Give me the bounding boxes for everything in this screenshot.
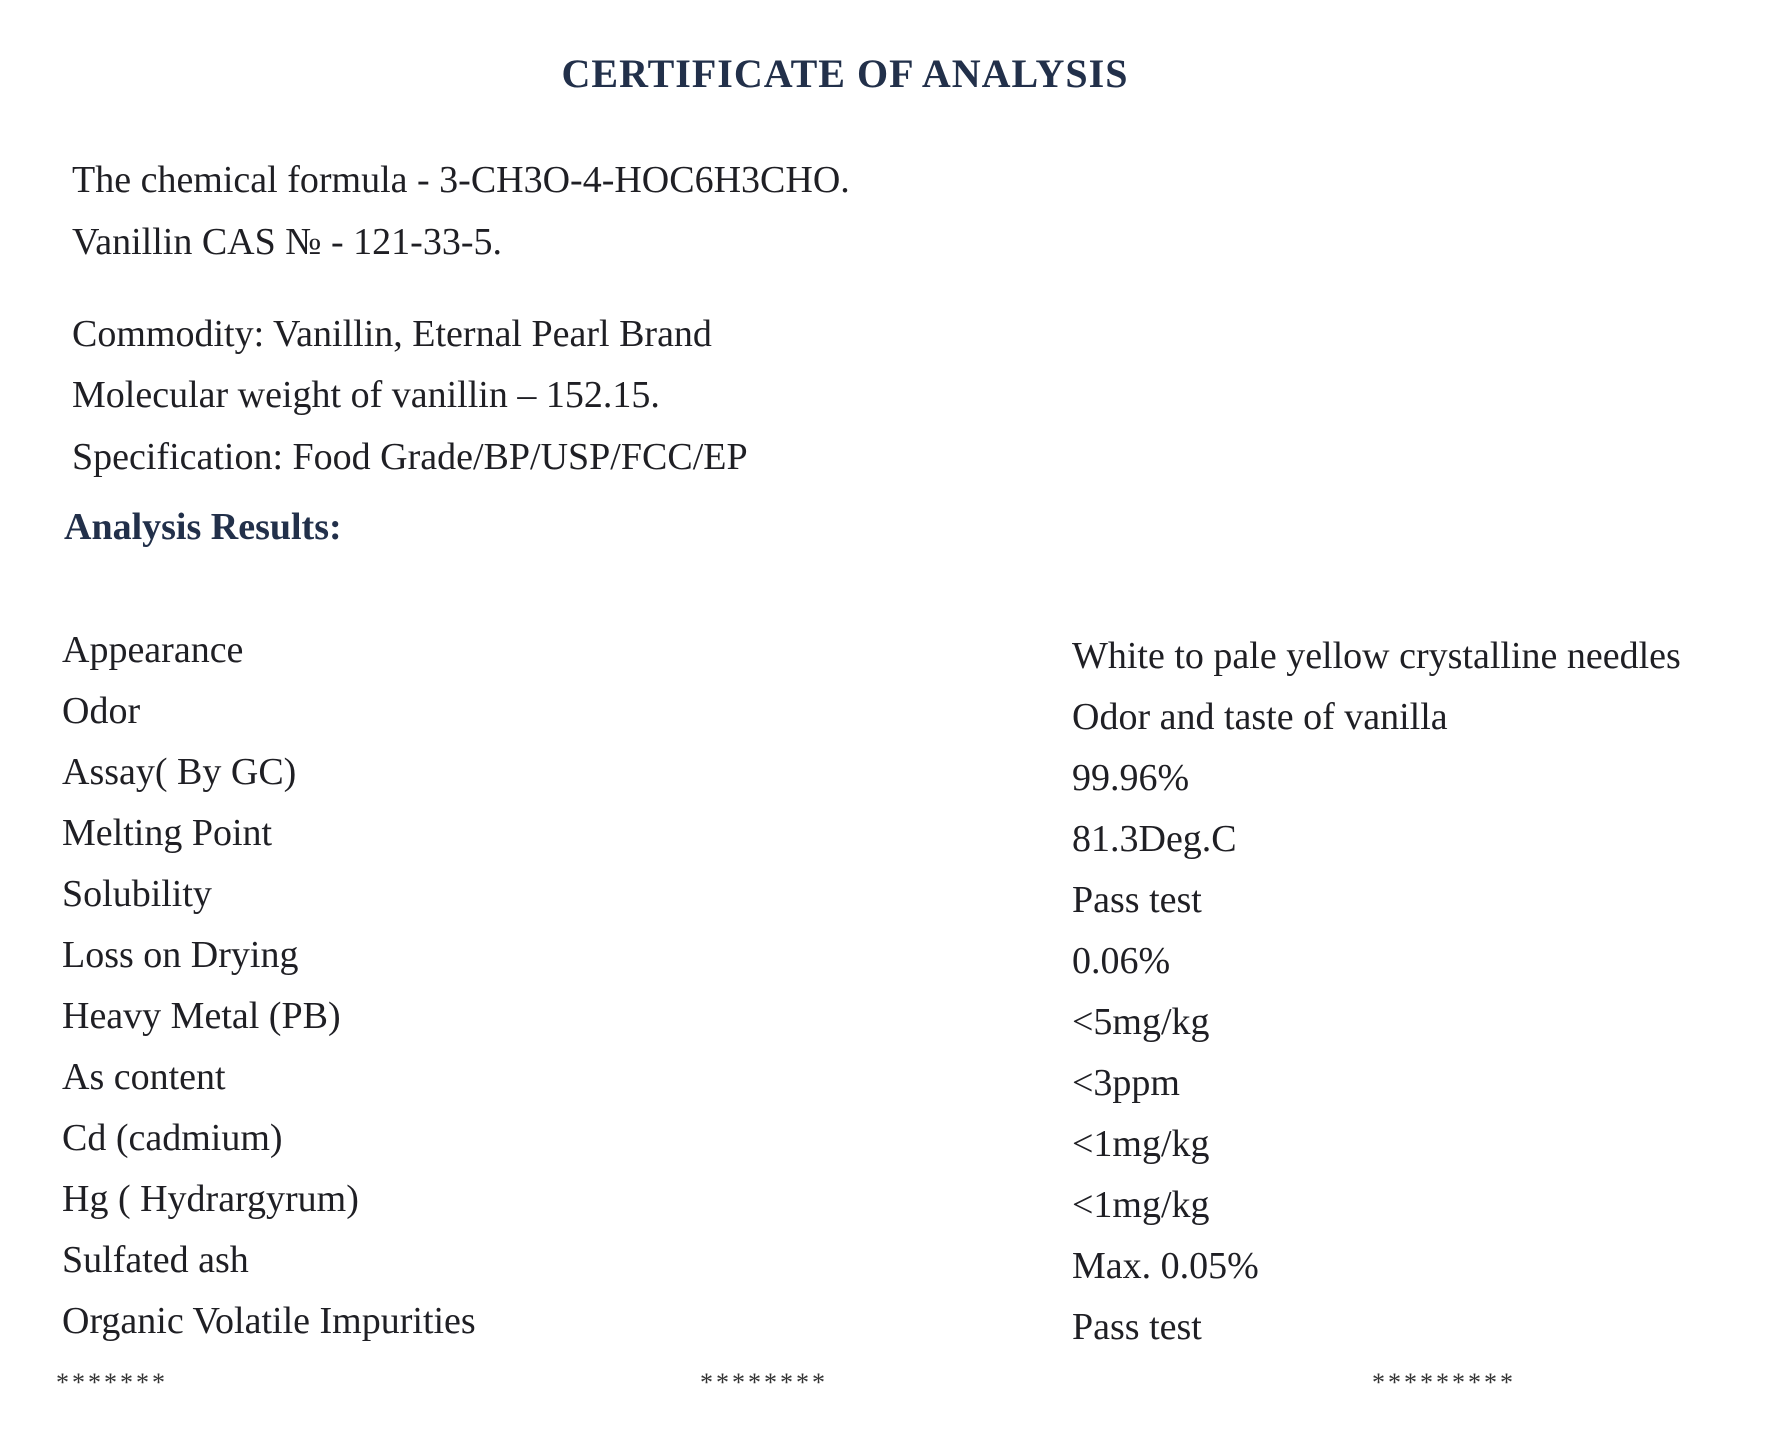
result-row-heavy-metal (0, 994, 1789, 1055)
analysis-results-heading: Analysis Results: (64, 506, 342, 548)
result-row-odor (0, 689, 1789, 750)
parameter-name: Hg ( Hydrargyrum) (62, 1178, 359, 1220)
result-row-assay (0, 750, 1789, 811)
analysis-results-table (0, 628, 1789, 1360)
result-row-melting-point (0, 811, 1789, 872)
parameter-result: <1mg/kg (1072, 1184, 1210, 1226)
parameter-name: Heavy Metal (PB) (62, 995, 341, 1037)
footer-stars-center: ******** (700, 1368, 828, 1397)
parameter-result: Pass test (1072, 1306, 1202, 1348)
cas-number-line: Vanillin CAS № - 121-33-5. (72, 221, 502, 263)
parameter-name: Melting Point (62, 812, 273, 854)
footer-stars-right: ********* (1372, 1368, 1516, 1397)
parameter-name: Odor (62, 690, 141, 732)
parameter-name: Organic Volatile Impurities (62, 1300, 476, 1342)
result-row-appearance (0, 628, 1789, 689)
parameter-result: 81.3Deg.C (1072, 818, 1237, 860)
parameter-result: White to pale yellow crystalline needles (1072, 635, 1681, 677)
parameter-name: As content (62, 1056, 226, 1098)
result-row-cadmium (0, 1116, 1789, 1177)
specification-line: Specification: Food Grade/BP/USP/FCC/EP (72, 436, 748, 478)
chemical-formula-line: The chemical formula - 3-CH3O-4-HOC6H3CHO. (72, 159, 850, 201)
result-row-hydrargyrum (0, 1177, 1789, 1238)
parameter-result: <5mg/kg (1072, 1001, 1210, 1043)
result-row-loss-on-drying (0, 933, 1789, 994)
parameter-name: Appearance (62, 629, 244, 671)
parameter-name: Solubility (62, 873, 212, 915)
parameter-name: Sulfated ash (62, 1239, 249, 1281)
commodity-line: Commodity: Vanillin, Eternal Pearl Brand (72, 313, 712, 355)
parameter-name: Assay( By GC) (62, 751, 297, 793)
parameter-name: Cd (cadmium) (62, 1117, 283, 1159)
parameter-result: Odor and taste of vanilla (1072, 696, 1448, 738)
document-title: CERTIFICATE OF ANALYSIS (561, 51, 1129, 96)
footer-stars-left: ******* (56, 1368, 168, 1397)
parameter-result: 99.96% (1072, 757, 1190, 799)
result-row-solubility (0, 872, 1789, 933)
molecular-weight-line: Molecular weight of vanillin – 152.15. (72, 374, 660, 416)
result-row-organic-volatile-impurities (0, 1299, 1789, 1360)
parameter-result: Max. 0.05% (1072, 1245, 1259, 1287)
result-row-as-content (0, 1055, 1789, 1116)
result-row-sulfated-ash (0, 1238, 1789, 1299)
parameter-result: 0.06% (1072, 940, 1171, 982)
parameter-result: Pass test (1072, 879, 1202, 921)
parameter-result: <1mg/kg (1072, 1123, 1210, 1165)
parameter-result: <3ppm (1072, 1062, 1180, 1104)
parameter-name: Loss on Drying (62, 934, 299, 976)
